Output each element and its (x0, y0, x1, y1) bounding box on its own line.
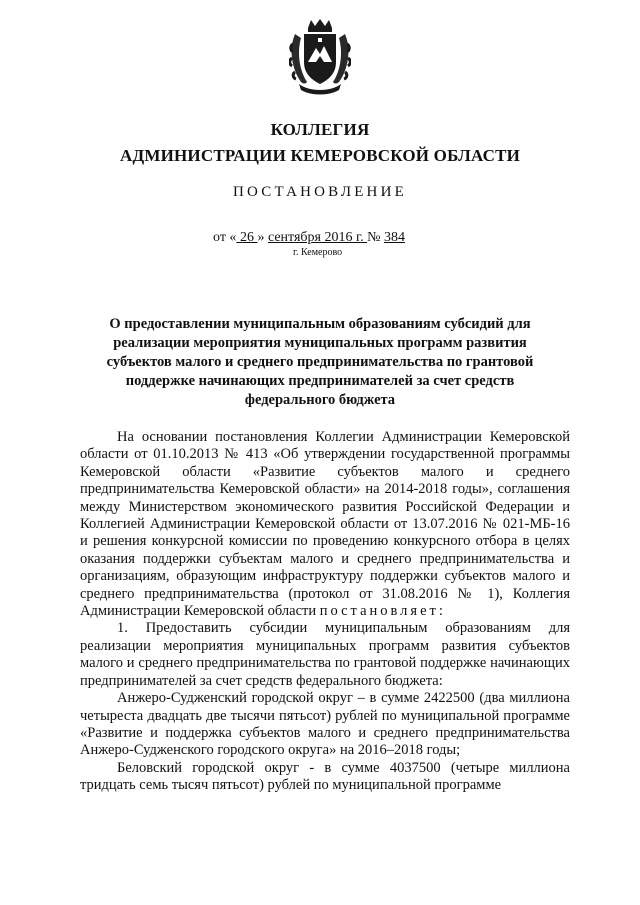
resolves-word: постановляет: (319, 603, 446, 620)
date-line (213, 230, 405, 246)
paragraph-belovo: Беловский городской округ - в сумме 4037500 (четыре миллиона тридцать семь тысяч пятьсот) рублей по муниципальной программе (80, 759, 570, 794)
document-number: 384 (384, 230, 405, 245)
date-prefix: от « (213, 230, 237, 245)
document-body (80, 429, 570, 795)
city-label: г. Кемерово (293, 247, 343, 258)
date-mid: » (257, 230, 268, 245)
paragraph-item-1: 1. Предоставить субсидии муниципальным образованиям для реализации мероприятия муниципальных программ развития субъектов малого и среднего предпринимательства по грантовой поддержке начинающих предпринимателей за счет средств федерального бюджета: (80, 620, 570, 689)
kemerovo-coat-of-arms-icon (289, 18, 351, 96)
org-title-line2: АДМИНИСТРАЦИИ КЕМЕРОВСКОЙ ОБЛАСТИ (119, 146, 521, 165)
paragraph-preamble (80, 429, 570, 620)
date-month-year: сентября 2016 г. (267, 230, 368, 245)
org-title-line1: КОЛЛЕГИЯ (270, 120, 370, 139)
date-day: 26 (236, 230, 258, 245)
document-type: ПОСТАНОВЛЕНИЕ (233, 184, 407, 200)
document-title: О предоставлении муниципальным образованиям субсидий для реализации мероприятия муниципальных программ развития субъектов малого и среднего предпринимательства по грантовой поддержке начинающих предпринимателей за счет средств федерального бюджета (106, 316, 534, 408)
number-label: № (367, 230, 384, 245)
paragraph-anzhero-sudzhensk: Анжеро-Судженский городской округ – в сумме 2422500 (два миллиона четыреста двадцать две тысячи пятьсот) рублей по муниципальной программе «Развитие и поддержка субъектов малого и среднего предпринимательства Анжеро-Судженского городского округа» на 2016–2018 годы; (80, 690, 570, 759)
preamble-text: На основании постановления Коллегии Администрации Кемеровской области от 01.10.2013 № 413 «Об утверждении государственной программы Кемеровской области «Развитие субъектов малого и среднего предпринимательства Кемеровской области» на 2014-2018 годы», соглашения между Министерством экономического развития Российской Федерации и Коллегией Администрации Кемеровской области от 13.07.2016 № 021-МБ-16 и решения конкурсной комиссии по проведению конкурсного отбора в целях оказания поддержки субъектам малого и среднего предпринимательства и организациям, образующим инфраструктуру поддержки субъектов малого и среднего предпринимательства (протокол от 31.08.2016 № 1), Коллегия Администрации Кемеровской области (80, 429, 570, 620)
